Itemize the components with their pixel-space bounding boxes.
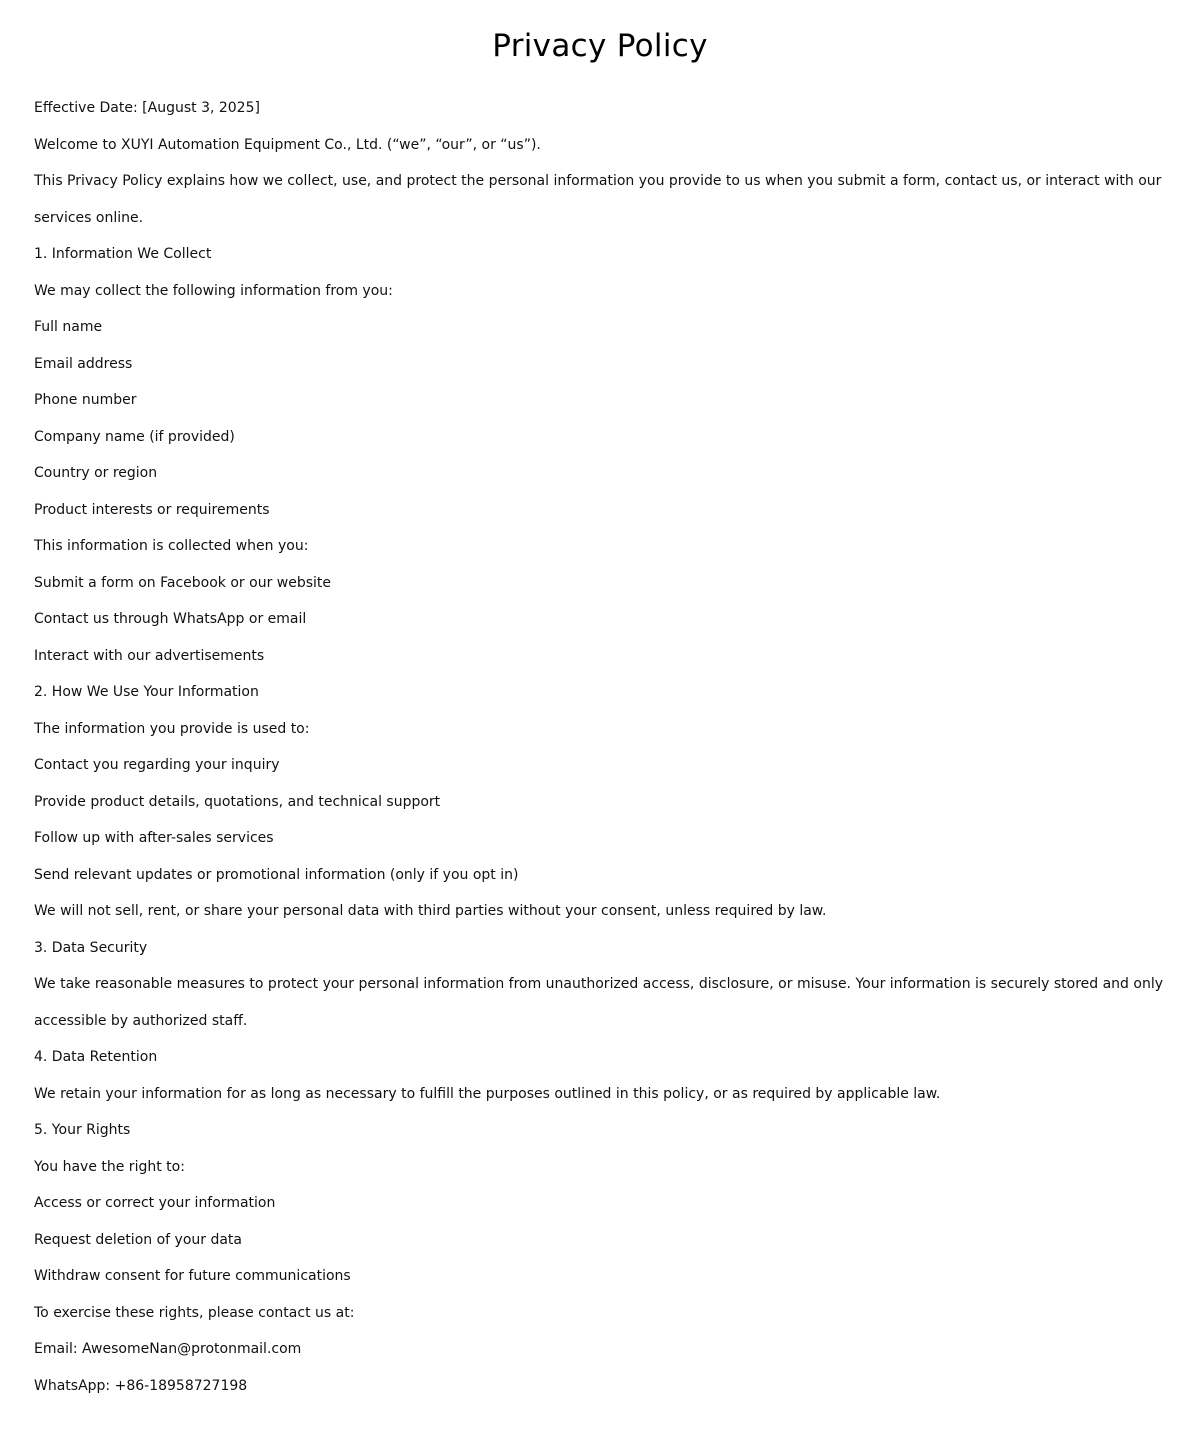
list-item: Access or correct your information [34,1195,276,1211]
contact-email: Email: AwesomeNan@protonmail.com [34,1341,302,1357]
list-item: Withdraw consent for future communications [34,1268,351,1284]
section-heading-your-rights: 5. Your Rights [34,1122,131,1138]
page-title: Privacy Policy [492,28,708,64]
list-item: Contact us through WhatsApp or email [34,611,307,627]
collection-context-intro: This information is collected when you: [34,538,309,554]
contact-intro: To exercise these rights, please contact us at: [34,1304,355,1321]
list-item: Company name (if provided) [34,428,235,445]
data-retention-text: We retain your information for as long as necessary to fulfill the purposes outlined in this policy, or as required by applicable law. [34,1085,941,1102]
contact-whatsapp: WhatsApp: +86-18958727198 [34,1377,248,1394]
data-security-text: We take reasonable measures to protect your personal information from unauthorized access, disclosure, or misuse. Your information is securely stored and only accessible by authorized staff. [34,976,1163,1029]
list-item: Request deletion of your data [34,1231,242,1248]
list-item: Provide product details, quotations, and technical support [34,793,441,810]
section-heading-data-retention: 4. Data Retention [34,1049,158,1065]
effective-date: Effective Date: [August 3, 2025] [34,100,260,116]
rights-intro: You have the right to: [34,1158,185,1175]
welcome-text: Welcome to XUYI Automation Equipment Co., Ltd. (“we”, “our”, or “us”). [34,136,541,153]
section-heading-how-we-use: 2. How We Use Your Information [34,684,259,700]
list-item: Phone number [34,392,137,408]
list-item: Email address [34,355,133,372]
list-item: Interact with our advertisements [34,647,265,664]
list-item: Product interests or requirements [34,501,270,518]
list-item: Contact you regarding your inquiry [34,757,280,773]
section-heading-data-security: 3. Data Security [34,939,148,956]
use-intro: The information you provide is used to: [34,720,310,737]
list-item: Country or region [34,465,158,481]
list-item: Full name [34,319,103,335]
collect-intro: We may collect the following information from you: [34,282,393,299]
data-sharing-statement: We will not sell, rent, or share your personal data with third parties without your consent, unless required by law. [34,903,827,919]
policy-intro: This Privacy Policy explains how we collect, use, and protect the personal information you provide to us when you submit a form, contact us, or interact with our services online. [34,173,1162,226]
policy-content [34,90,1166,1404]
section-heading-information-we-collect: 1. Information We Collect [34,246,212,262]
list-item: Submit a form on Facebook or our website [34,574,332,591]
list-item: Send relevant updates or promotional information (only if you opt in) [34,866,519,883]
list-item: Follow up with after-sales services [34,830,274,846]
